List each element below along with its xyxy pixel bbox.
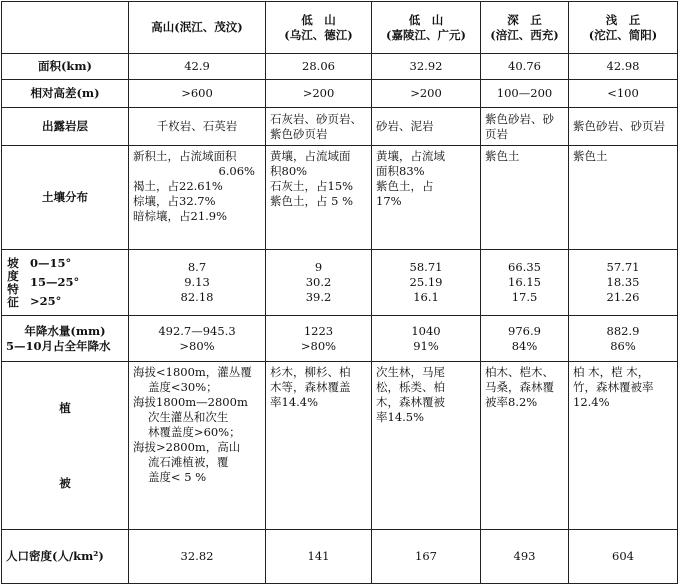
cell-rainfall: 492.7—945.3 >80% (129, 316, 266, 362)
cell-density: 604 (569, 530, 678, 584)
cell-density: 493 (481, 530, 569, 584)
cell-slope: 9 30.2 39.2 (266, 250, 372, 316)
cell-soil: 黄壤，占流域面 积80% 石灰土，占15% 紫色土，占 5 % (266, 146, 372, 250)
row-label-density: 人口密度(人/km²) (2, 530, 129, 584)
cell-rock: 紫色砂岩、砂 页岩 (481, 108, 569, 146)
header-row (2, 2, 678, 54)
col-header-shallow-hill: 浅 丘 (沱江、简阳) (569, 2, 678, 54)
cell-rock: 石灰岩、砂页岩、 紫色砂页岩 (266, 108, 372, 146)
cell-density: 167 (372, 530, 481, 584)
cell-density: 32.82 (129, 530, 266, 584)
col-header-high-mountain: 高山(泯江、茂汶) (129, 2, 266, 54)
row-label-area: 面积(km) (2, 54, 129, 80)
cell-soil: 紫色土 (569, 146, 678, 250)
cell-soil: 紫色土 (481, 146, 569, 250)
cell-area: 32.92 (372, 54, 481, 80)
cell-relief: >200 (372, 80, 481, 108)
cell-area: 40.76 (481, 54, 569, 80)
cell-soil: 黄壤，占流域 面积83% 紫色土，占 17% (372, 146, 481, 250)
row-label-relief: 相对高差(m) (2, 80, 129, 108)
cell-slope: 66.35 16.15 17.5 (481, 250, 569, 316)
row-slope (2, 250, 678, 316)
row-vegetation (2, 362, 678, 530)
row-rock (2, 108, 678, 146)
cell-relief: <100 (569, 80, 678, 108)
row-population-density (2, 530, 678, 584)
cell-soil: 新积土，占流域面积 6.06% 褐土，占22.61% 棕壤，占32.7% 暗棕壤，占21.9% (129, 146, 266, 250)
col-header-deep-hill: 深 丘 (涪江、西充) (481, 2, 569, 54)
slope-classes: 0—15° 15—25° >25° (30, 256, 80, 308)
cell-rainfall: 1223 >80% (266, 316, 372, 362)
row-label-rock: 出露岩层 (2, 108, 129, 146)
cell-area: 42.98 (569, 54, 678, 80)
cell-rock: 砂岩、泥岩 (372, 108, 481, 146)
cell-vegetation: 柏 木，桤 木， 竹，森林覆被率 12.4% (569, 362, 678, 530)
cell-vegetation: 海拔<1800m，灌丛覆 盖度<30%； 海拔1800m—2800m 次生灌丛和次生 林覆盖度>60%； 海拔>2800m，高山 流石滩植被，覆 盖度< 5 % (129, 362, 266, 530)
cell-rainfall: 976.9 84% (481, 316, 569, 362)
row-rainfall (2, 316, 678, 362)
slope-vertical-label: 坡 度 特 征 (7, 255, 19, 309)
cell-relief: >600 (129, 80, 266, 108)
cell-rainfall: 882.9 86% (569, 316, 678, 362)
row-label-soil: 土壤分布 (2, 146, 129, 250)
cell-relief: >200 (266, 80, 372, 108)
cell-slope: 8.7 9.13 82.18 (129, 250, 266, 316)
cell-rock: 紫色砂岩、砂页岩 (569, 108, 678, 146)
cell-rock: 千枚岩、石英岩 (129, 108, 266, 146)
veg-label-bottom: 被 (59, 475, 71, 490)
row-area (2, 54, 678, 80)
cell-slope: 58.71 25.19 16.1 (372, 250, 481, 316)
cell-area: 42.9 (129, 54, 266, 80)
cell-density: 141 (266, 530, 372, 584)
cell-rainfall: 1040 91% (372, 316, 481, 362)
watershed-comparison-table (1, 1, 678, 584)
cell-vegetation: 杉木，柳杉、柏 木等，森林覆盖 率14.4% (266, 362, 372, 530)
cell-vegetation: 柏木、桤木、 马桑，森林覆 被率8.2% (481, 362, 569, 530)
cell-area: 28.06 (266, 54, 372, 80)
row-relief (2, 80, 678, 108)
veg-label-top: 植 (59, 400, 71, 415)
row-label-rainfall: 年降水量(mm) 5—10月占全年降水 (2, 316, 129, 362)
row-label-vegetation (2, 362, 129, 530)
cell-slope: 57.71 18.35 21.26 (569, 250, 678, 316)
cell-vegetation: 次生林，马尾 松，栎类、柏 木，森林覆被 率14.5% (372, 362, 481, 530)
row-label-slope (2, 250, 129, 316)
header-corner (2, 2, 129, 54)
row-soil (2, 146, 678, 250)
cell-relief: 100—200 (481, 80, 569, 108)
col-header-low-mountain-jialing: 低 山 (嘉陵江、广元) (372, 2, 481, 54)
col-header-low-mountain-wujiang: 低 山 (乌江、德江) (266, 2, 372, 54)
